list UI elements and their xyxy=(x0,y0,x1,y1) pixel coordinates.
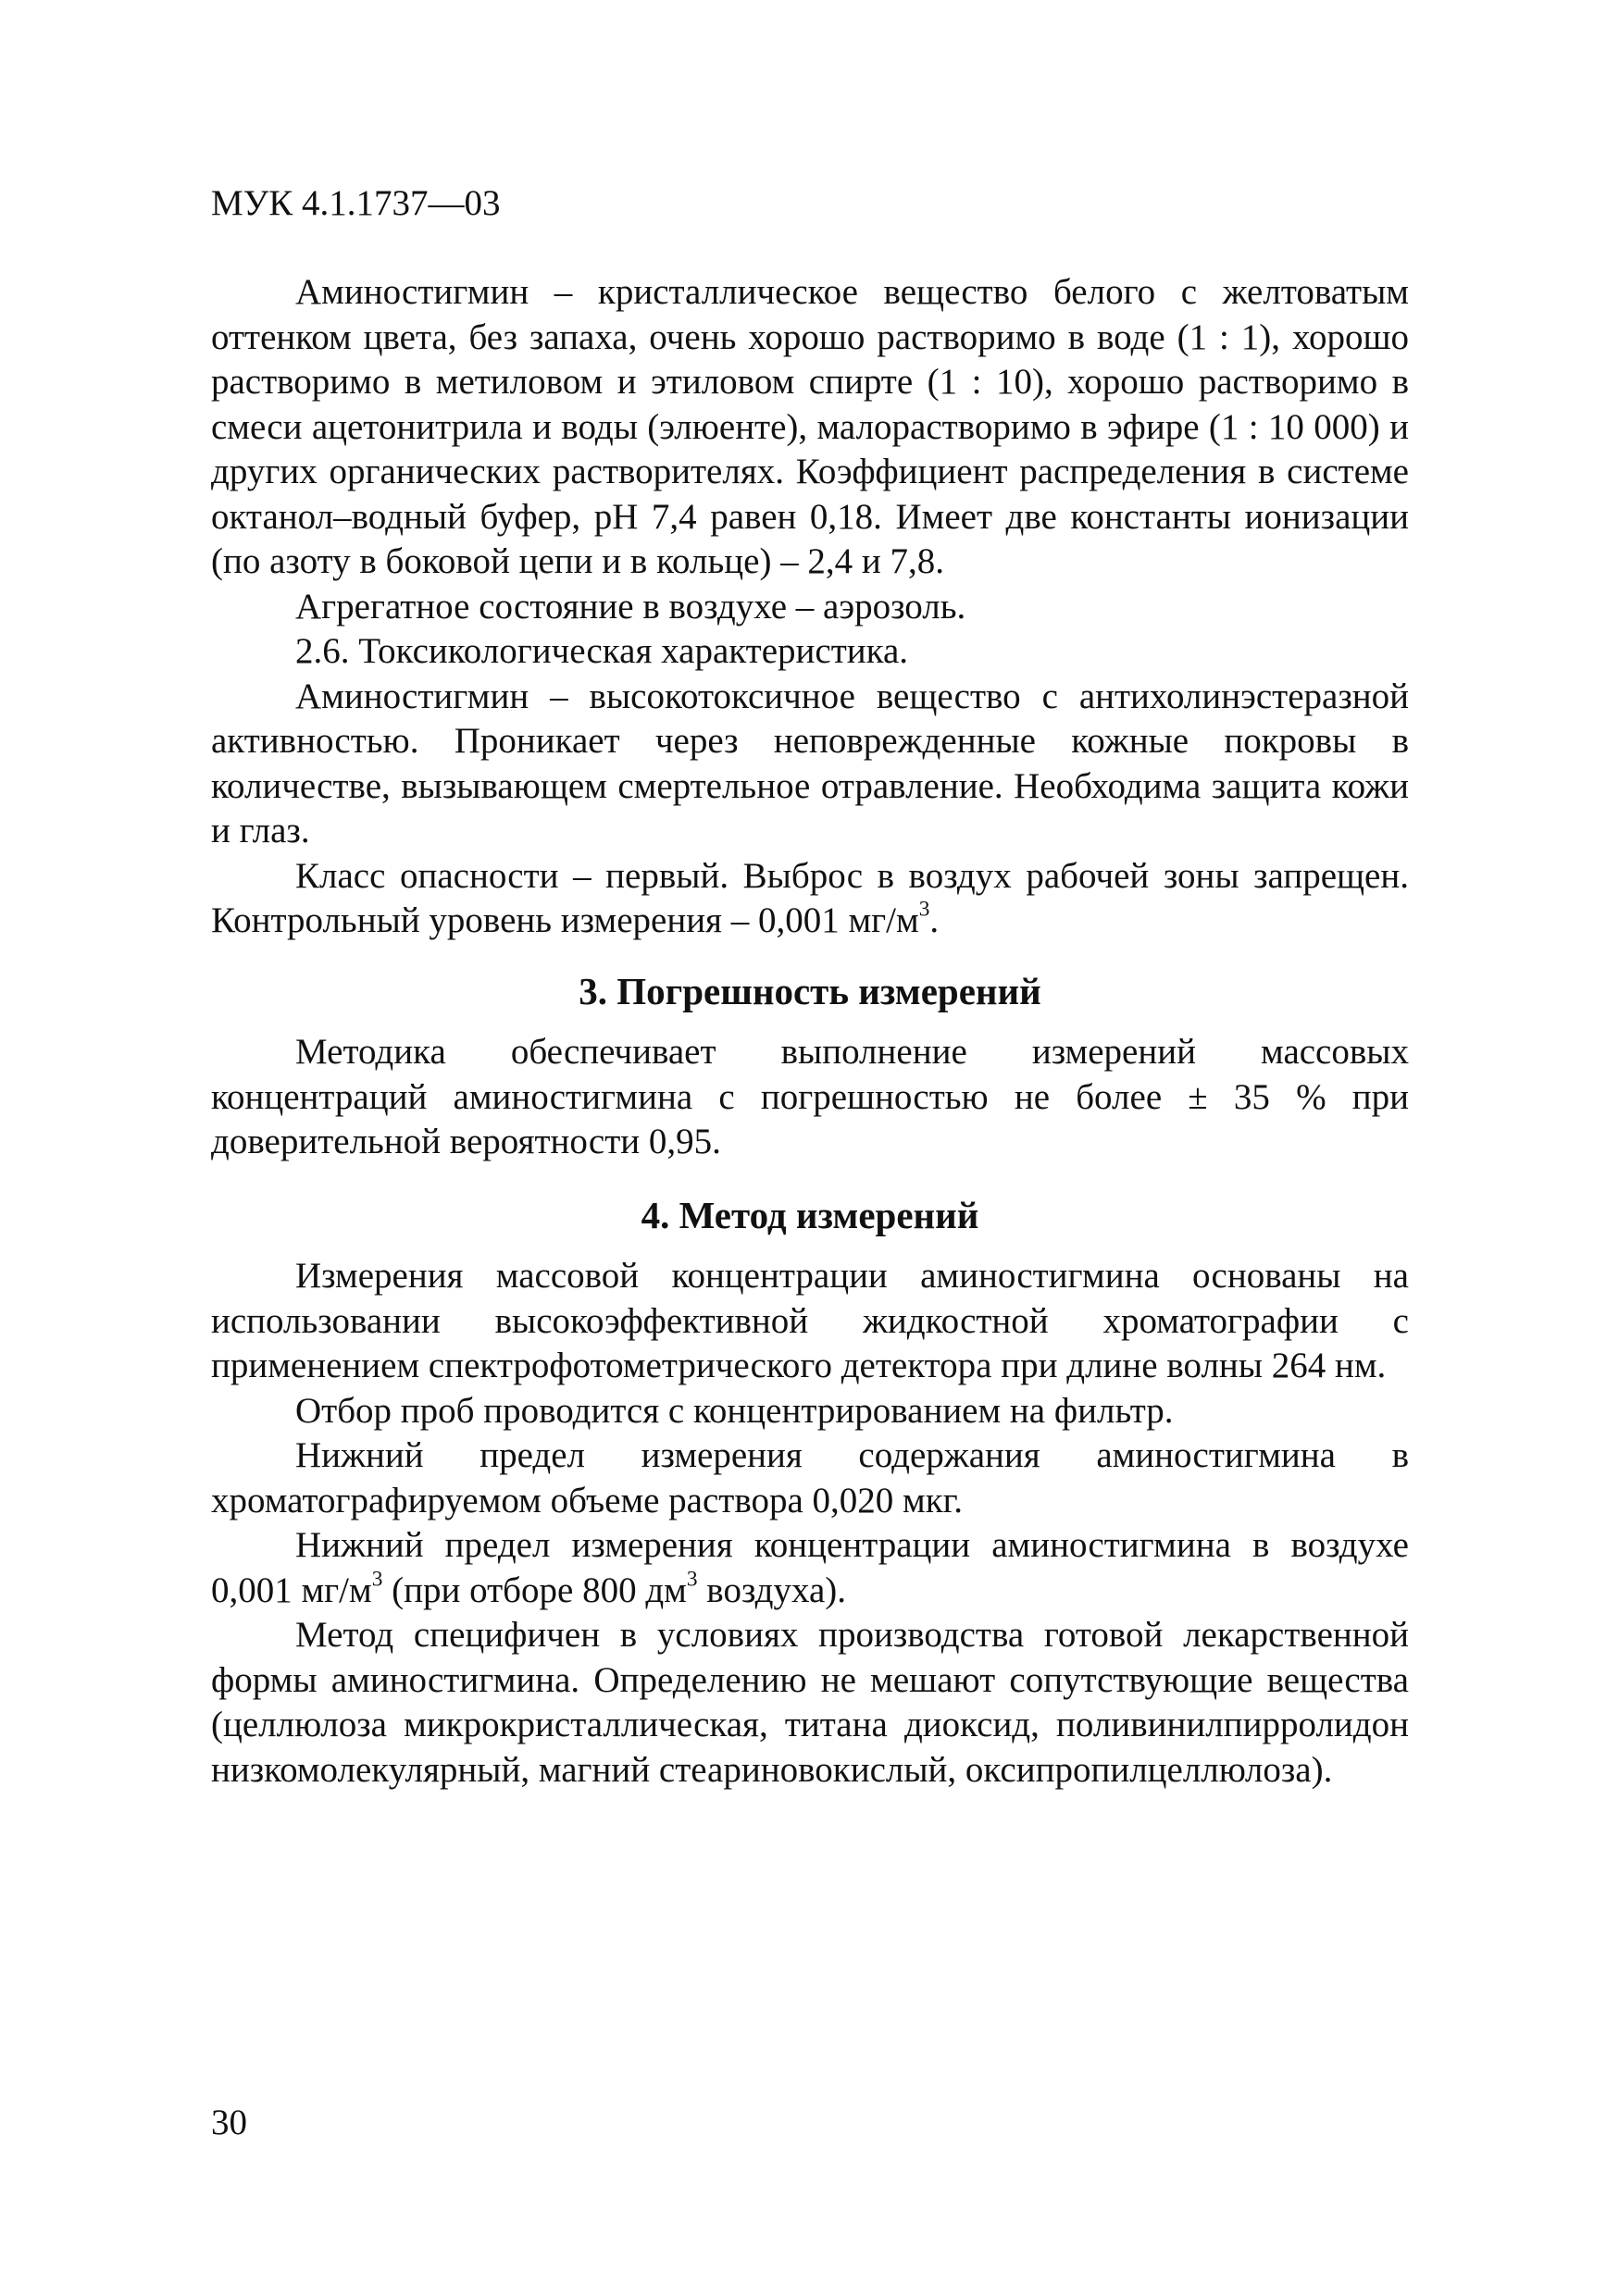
section-4-heading: 4. Метод измерений xyxy=(641,1194,979,1236)
hazard-class-text: Класс опасности – первый. Выброс в воздух рабочей зоны запрещен. Контрольный уровень измерения – 0,001 мг/м xyxy=(211,855,1409,940)
superscript-3: 3 xyxy=(371,1566,383,1591)
paragraph-toxicology-heading: 2.6. Токсикологическая характеристика. xyxy=(295,631,909,671)
page-number: 30 xyxy=(211,2103,247,2142)
paragraph-hazard-class xyxy=(211,854,1409,944)
hazard-class-end: . xyxy=(929,900,940,940)
paragraph-properties: Аминостигмин – кристаллическое вещество белого с желтоватым оттенком цвета, без запаха, очень хорошо растворимо в воде (1 : 1), хорошо растворимо в метиловом и этиловом спирте (1 : 10), хорошо растворимо в смеси ацетонитрила и воды (элюенте), малорастворимо в эфире (1 : 10 000) и других органических растворителях. Коэффициент распределения в системе октанол–водный буфер, pH 7,4 равен 0,18. Имеет две константы ионизации (по азоту в боковой цепи и в кольце) – 2,4 и 7,8. xyxy=(211,272,1409,581)
lower-limit-air-text-b: (при отборе 800 дм xyxy=(382,1570,687,1610)
paragraph-method: Измерения массовой концентрации аминостигмина основаны на использовании высокоэффективной жидкостной хроматографии с применением спектрофотометрического детектора при длине волны 264 нм. xyxy=(211,1256,1409,1385)
paragraph-error: Методика обеспечивает выполнение измерений массовых концентраций аминостигмина с погрешностью не более ± 35 % при доверительной вероятности 0,95. xyxy=(211,1032,1409,1161)
section-2-text xyxy=(211,270,1409,944)
document-code-header: МУК 4.1.1737—03 xyxy=(211,183,501,223)
paragraph-lower-limit-air xyxy=(211,1523,1409,1613)
paragraph-aggregate-state: Агрегатное состояние в воздухе – аэрозоль. xyxy=(295,586,966,627)
lower-limit-air-text-a: Нижний предел измерения концентрации аминостигмина в воздухе 0,001 мг/м xyxy=(211,1525,1409,1610)
paragraph-lower-limit-mass: Нижний предел измерения содержания аминостигмина в хроматографируемом объеме раствора 0,020 мкг. xyxy=(211,1435,1409,1520)
paragraph-specificity: Метод специфичен в условиях производства готовой лекарственной формы аминостигмина. Определению не мешают сопутствующие вещества (целлюлоза микрокристаллическая, титана диоксид, поливинилпирролидон низкомолекулярный, магний стеариновокислый, оксипропилцеллюлоза). xyxy=(211,1615,1409,1790)
section-3-text xyxy=(211,1030,1409,1165)
paragraph-sampling: Отбор проб проводится с концентрированием на фильтр. xyxy=(295,1390,1174,1431)
lower-limit-air-text-c: воздуха). xyxy=(697,1570,847,1610)
section-3-heading: 3. Погрешность измерений xyxy=(579,970,1041,1012)
superscript-3: 3 xyxy=(686,1566,698,1591)
section-4-text xyxy=(211,1254,1409,1793)
superscript-3: 3 xyxy=(918,897,930,922)
paragraph-toxicity: Аминостигмин – высокотоксичное вещество с антихолинэстеразной активностью. Проникает через неповрежденные кожные покровы в количестве, вызывающем смертельное отравление. Необходима защита кожи и глаз. xyxy=(211,676,1409,850)
